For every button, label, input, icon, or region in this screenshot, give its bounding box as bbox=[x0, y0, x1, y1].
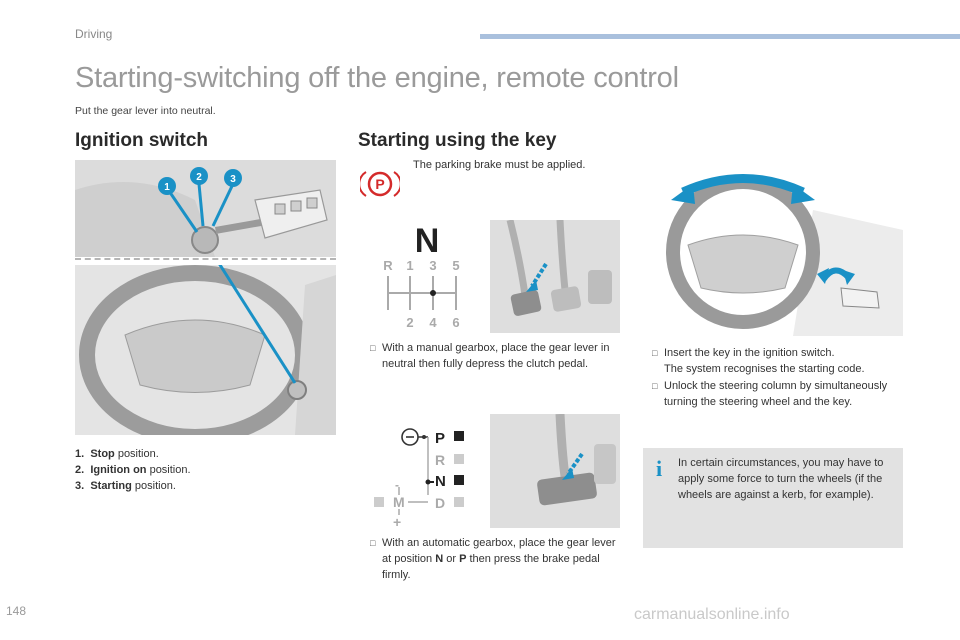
header-bar bbox=[480, 34, 960, 39]
info-icon bbox=[653, 458, 665, 478]
svg-text:5: 5 bbox=[452, 258, 460, 273]
intro-text: Put the gear lever into neutral. bbox=[75, 105, 216, 117]
svg-text:4: 4 bbox=[429, 315, 437, 330]
svg-text:2: 2 bbox=[406, 315, 414, 330]
svg-text:P: P bbox=[435, 430, 446, 447]
watermark: carmanualsonline.info bbox=[634, 606, 790, 623]
heading-ignition-switch: Ignition switch bbox=[75, 130, 208, 151]
position-item: 2. Ignition on position. bbox=[75, 464, 191, 476]
bullet-icon: □ bbox=[370, 538, 376, 548]
unlock-column-instruction: □ Unlock the steering column by simultaneously turning the steering wheel and the key. bbox=[652, 380, 888, 408]
steering-wheel-drawing bbox=[75, 265, 336, 435]
section-label: Driving bbox=[75, 27, 113, 41]
manual-gear-gate bbox=[378, 220, 478, 332]
page-number: 148 bbox=[6, 604, 27, 618]
automatic-gear-gate bbox=[368, 425, 478, 529]
page-title: Starting-switching off the engine, remote control bbox=[75, 62, 679, 94]
position-item: 3. Starting position. bbox=[75, 480, 176, 492]
svg-text:-: - bbox=[395, 478, 399, 492]
bullet-icon: □ bbox=[652, 348, 658, 358]
svg-text:R: R bbox=[383, 258, 393, 273]
parking-brake-icon bbox=[360, 168, 400, 205]
position-item: 1. Stop position. bbox=[75, 448, 159, 460]
svg-text:1: 1 bbox=[406, 258, 414, 273]
callout-2: 2 bbox=[196, 172, 202, 183]
brake-pedal-illustration bbox=[490, 414, 620, 528]
svg-text:P: P bbox=[375, 176, 385, 192]
svg-text:3: 3 bbox=[429, 258, 437, 273]
svg-text:N: N bbox=[435, 473, 446, 490]
callout-3: 3 bbox=[230, 174, 236, 185]
info-box bbox=[643, 448, 903, 548]
cutaway-line bbox=[75, 258, 336, 260]
automatic-gearbox-instruction: □ With an automatic gearbox, place the gear lever at position N or P then press the brake pedal firmly. bbox=[370, 537, 616, 581]
parking-brake-note: The parking brake must be applied. bbox=[413, 159, 586, 171]
info-text: In certain circumstances, you may have to apply some force to turn the wheels (if the wheels are against a kerb, for example). bbox=[678, 457, 884, 501]
neutral-label: N bbox=[414, 222, 440, 260]
insert-key-instruction: □ Insert the key in the ignition switch. The system recognises the starting code. bbox=[652, 347, 865, 375]
ignition-positions-list bbox=[75, 446, 191, 494]
svg-text:M: M bbox=[393, 494, 405, 510]
steering-column-illustration bbox=[75, 265, 336, 435]
bullet-icon: □ bbox=[652, 381, 658, 391]
bullet-icon: □ bbox=[370, 343, 376, 353]
svg-text:D: D bbox=[435, 495, 446, 511]
svg-text:+: + bbox=[393, 514, 402, 529]
svg-text:R: R bbox=[435, 452, 446, 468]
svg-text:i: i bbox=[655, 458, 663, 478]
heading-starting-using-key: Starting using the key bbox=[358, 130, 557, 151]
steering-lock-illustration bbox=[643, 170, 903, 336]
manual-gearbox-instruction: □ With a manual gearbox, place the gear lever in neutral then fully depress the clutch pedal. bbox=[370, 342, 610, 370]
clutch-pedal-illustration bbox=[490, 220, 620, 333]
ignition-key-drawing bbox=[75, 160, 336, 257]
svg-text:6: 6 bbox=[452, 315, 460, 330]
callout-1: 1 bbox=[164, 182, 170, 193]
ignition-key-illustration bbox=[75, 160, 336, 257]
